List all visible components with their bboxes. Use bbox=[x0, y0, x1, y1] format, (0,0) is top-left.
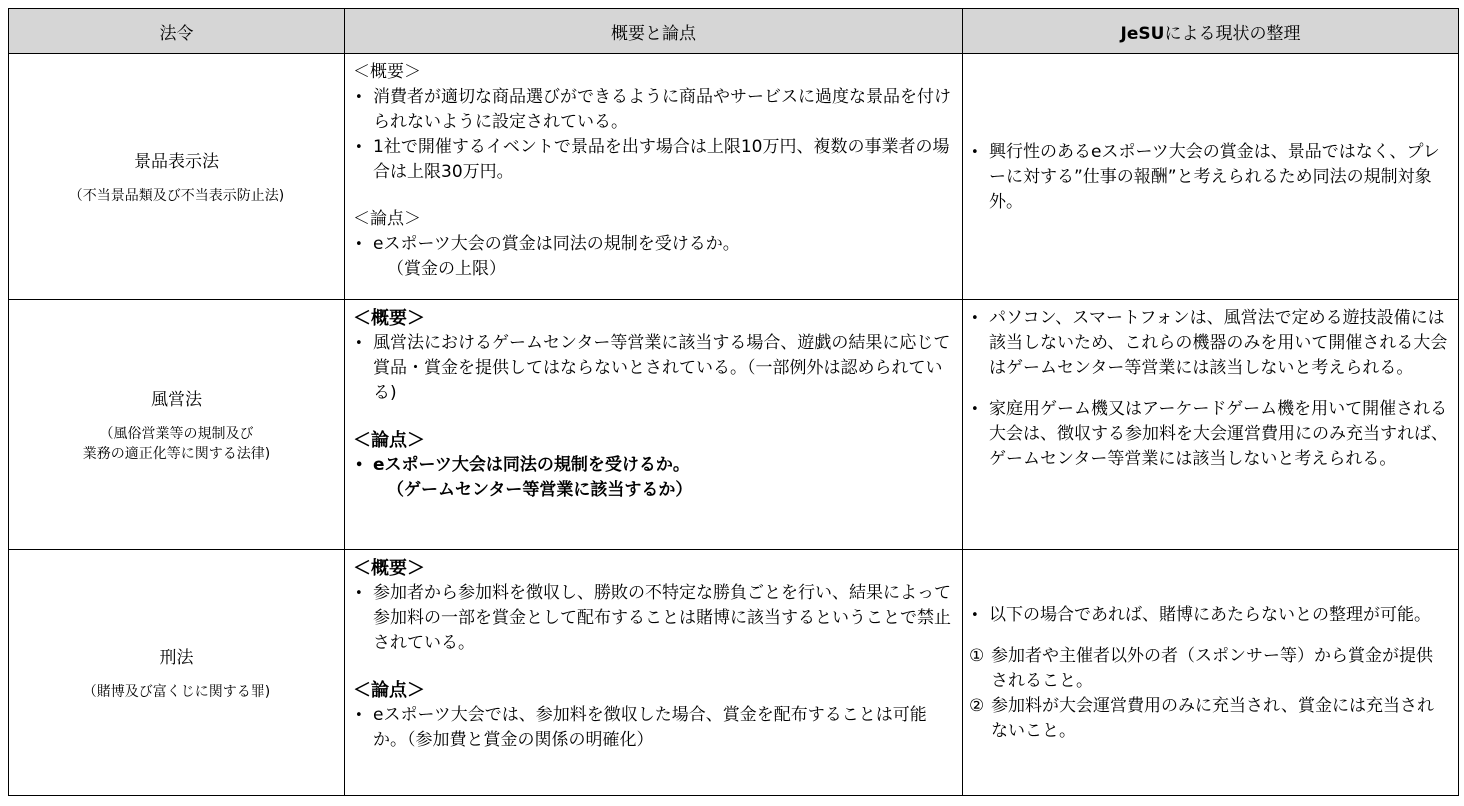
law-name: 景品表示法 bbox=[134, 152, 219, 172]
header-overview: 概要と論点 bbox=[345, 9, 963, 54]
issue-heading: ＜論点＞ bbox=[353, 209, 421, 229]
list-item: • 1社で開催するイベントで景品を出す場合は上限10万円、複数の事業者の場合は上限30万円。 bbox=[353, 135, 952, 185]
list-item: • 風営法におけるゲームセンター等営業に該当する場合、遊戯の結果に応じて賞品・賞金を提供してはならないとされている。（一部例外は認められている) bbox=[353, 331, 952, 406]
status-list bbox=[969, 306, 1448, 381]
list-item: • 以下の場合であれば、賭博にあたらないとの整理が可能。 bbox=[969, 603, 1448, 628]
list-item: • 消費者が適切な商品選びができるように商品やサービスに過度な景品を付けられないように設定されている。 bbox=[353, 85, 952, 135]
issue-note: （賞金の上限） bbox=[387, 259, 506, 279]
law-full-name bbox=[15, 424, 338, 464]
issue-list bbox=[353, 232, 952, 257]
law-full-name-line-2: 業務の適正化等に関する法律) bbox=[82, 446, 271, 462]
law-full-name: （賭博及び富くじに関する罪) bbox=[82, 684, 271, 700]
law-name: 刑法 bbox=[159, 648, 194, 668]
header-jesu: JeSU bbox=[1120, 23, 1165, 44]
law-cell bbox=[9, 54, 345, 300]
list-item: • パソコン、スマートフォンは、風営法で定める遊技設備には該当しないため、これらの機器のみを用いて開催される大会はゲームセンター等営業には該当しないと考えられる。 bbox=[969, 306, 1448, 381]
list-item: • 参加者から参加料を徴収し、勝敗の不特定な勝負ごとを行い、結果によって参加料の一部を賞金として配布することは賭博に該当するということで禁止されている。 bbox=[353, 581, 952, 656]
condition-text: 参加料が大会運営費用のみに充当され、賞金には充当されないこと。 bbox=[991, 696, 1435, 741]
list-item: • eスポーツ大会の賞金は同法の規制を受けるか。 bbox=[353, 232, 952, 257]
condition-number: ② bbox=[969, 696, 985, 716]
status-cell bbox=[963, 300, 1459, 550]
table-row bbox=[9, 550, 1459, 796]
overview-heading: ＜概要＞ bbox=[353, 62, 421, 82]
list-item: • eスポーツ大会は同法の規制を受けるか。 bbox=[353, 453, 952, 478]
condition-text: 参加者や主催者以外の者（スポンサー等）から賞金が提供されること。 bbox=[991, 646, 1433, 691]
law-full-name-line-1: （風俗営業等の規制及び bbox=[99, 426, 254, 442]
header-status-rest: による現状の整理 bbox=[1164, 23, 1301, 44]
overview-list bbox=[353, 85, 952, 185]
issue-list bbox=[353, 453, 952, 478]
overview-cell bbox=[345, 300, 963, 550]
law-comparison-table bbox=[8, 8, 1459, 796]
issue-heading: ＜論点＞ bbox=[353, 680, 425, 701]
status-list bbox=[969, 397, 1448, 472]
header-jesu-status bbox=[963, 9, 1459, 54]
overview-heading: ＜概要＞ bbox=[353, 558, 425, 579]
issue-list bbox=[353, 703, 952, 753]
issue-note: （ゲームセンター等営業に該当するか） bbox=[387, 480, 693, 500]
law-name: 風営法 bbox=[151, 390, 202, 410]
overview-list bbox=[353, 581, 952, 656]
overview-heading: ＜概要＞ bbox=[353, 308, 425, 329]
condition-list bbox=[969, 644, 1448, 744]
condition-number: ① bbox=[969, 646, 985, 666]
table-header-row bbox=[9, 9, 1459, 54]
overview-cell bbox=[345, 550, 963, 796]
issue-heading: ＜論点＞ bbox=[353, 430, 425, 451]
status-cell bbox=[963, 54, 1459, 300]
table-row bbox=[9, 300, 1459, 550]
condition-item bbox=[969, 694, 1448, 744]
list-item: • 家庭用ゲーム機又はアーケードゲーム機を用いて開催される大会は、徴収する参加料を大会運営費用にのみ充当すれば、ゲームセンター等営業には該当しないと考えられる。 bbox=[969, 397, 1448, 472]
overview-list bbox=[353, 331, 952, 406]
table-row bbox=[9, 54, 1459, 300]
overview-cell bbox=[345, 54, 963, 300]
header-law: 法令 bbox=[9, 9, 345, 54]
list-item: • 興行性のあるeスポーツ大会の賞金は、景品ではなく、プレーに対する”仕事の報酬”と考えられるため同法の規制対象外。 bbox=[969, 140, 1448, 215]
law-full-name: （不当景品類及び不当表示防止法) bbox=[68, 188, 285, 204]
status-cell bbox=[963, 550, 1459, 796]
law-cell bbox=[9, 550, 345, 796]
list-item: • eスポーツ大会では、参加料を徴収した場合、賞金を配布することは可能か。（参加費と賞金の関係の明確化） bbox=[353, 703, 952, 753]
law-cell bbox=[9, 300, 345, 550]
condition-item bbox=[969, 644, 1448, 694]
status-list bbox=[969, 140, 1448, 215]
status-list bbox=[969, 603, 1448, 628]
